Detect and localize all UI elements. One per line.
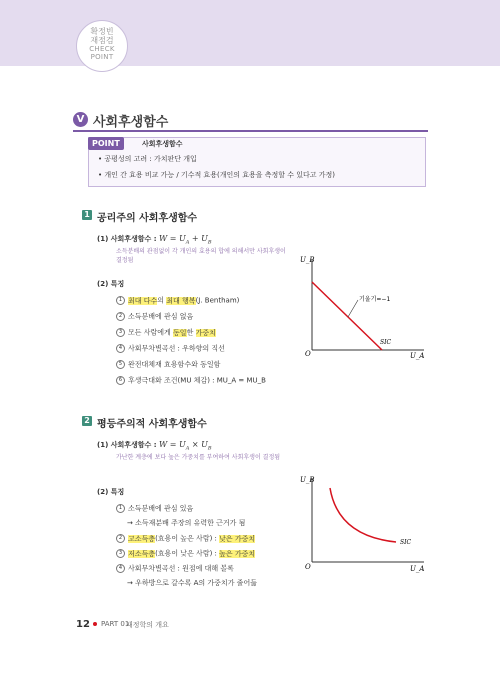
- s1-item-4: 4 사회무차별곡선 : 우하향의 직선: [116, 344, 225, 354]
- s2-features-label: (2) 특징: [97, 488, 125, 496]
- s2-item-3: 3 저소득층(효용이 낮은 사람) : 높은 가중치: [116, 549, 255, 559]
- s2-item-4: 4 사회무차별곡선 : 원점에 대해 볼록: [116, 564, 234, 574]
- s1-graph-origin: O: [305, 350, 311, 358]
- s1-item-2: 2 소득분배에 관심 없음: [116, 312, 193, 322]
- badge-line2: CHECK POINT: [89, 45, 115, 61]
- s2-item-1-sub: → 소득재분배 주장의 유력한 근거가 됨: [127, 519, 246, 527]
- footer-dot: [93, 622, 97, 626]
- s1-item-6: 6 후생극대화 조건(MU 체감) : MU_A = MU_B: [116, 376, 266, 386]
- footer-chapter: 재정학의 개요: [126, 621, 169, 629]
- subsection-1-number: 1: [82, 210, 92, 220]
- point-bullet-1: • 공평성의 고려 : 가치판단 개입: [98, 155, 197, 163]
- point-tag: POINT: [88, 137, 124, 150]
- s1-note: 소득분배의 관점없이 각 개인의 효용의 합에 의해서만 사회후생이 결정됨: [116, 248, 286, 264]
- section-title: 사회후생함수: [93, 115, 169, 130]
- subsection-2-number: 2: [82, 416, 92, 426]
- s1-graph-curve-label: SIC: [380, 339, 392, 346]
- s2-graph-curve: [330, 488, 396, 542]
- s2-graph-xlabel: U_A: [410, 565, 425, 573]
- page-number: 12: [76, 619, 90, 630]
- s1-graph-slope-label: 기울기=−1: [359, 296, 391, 303]
- s2-item-1: 1 소득분배에 관심 있음: [116, 504, 193, 514]
- point-bullet-2: • 개인 간 효용 비교 가능 / 기수적 효용(개인의 효용을 측정할 수 있다고 가정): [98, 171, 335, 179]
- s2-graph: [300, 470, 430, 575]
- header-banner: [0, 0, 500, 66]
- section-rule: [73, 130, 428, 132]
- s1-item-3: 3 모든 사람에게 동일한 가중치: [116, 328, 216, 338]
- s1-graph: [300, 252, 430, 362]
- point-title: 사회후생함수: [142, 140, 183, 148]
- s2-graph-ylabel: U_B: [300, 476, 315, 484]
- subsection-2-title: 평등주의적 사회후생함수: [97, 419, 207, 430]
- s1-item-1: 1 최대 다수의 최대 행복(J. Bentham): [116, 296, 239, 306]
- s2-item-2: 2 고소득층(효용이 높은 사람) : 낮은 가중치: [116, 534, 255, 544]
- subsection-1-title: 공리주의 사회후생함수: [97, 213, 198, 224]
- badge-line1: 확정빈 재점검: [90, 27, 114, 45]
- s1-features-label: (2) 특징: [97, 280, 125, 288]
- s1-graph-ylabel: U_B: [300, 256, 315, 264]
- s2-graph-origin: O: [305, 563, 311, 571]
- footer-part: PART 01: [101, 620, 130, 628]
- s1-item-5: 5 완전대체재 효용함수와 동일함: [116, 360, 220, 370]
- s1-graph-leader: [348, 300, 358, 317]
- s2-item-4-sub: → 우하방으로 갈수록 A의 가중치가 줄어듦: [127, 579, 257, 587]
- s2-note: 가난한 계층에 보다 높은 가중치를 부여하여 사회후생이 결정됨: [116, 454, 281, 461]
- section-roman-badge: V: [73, 112, 88, 127]
- s1-graph-xlabel: U_A: [410, 352, 425, 360]
- s2-graph-curve-label: SIC: [400, 539, 412, 546]
- s1-func-label: (1) 사회후생함수 : $W = U_A + U_B$: [97, 234, 212, 246]
- s2-func-label: (1) 사회후생함수 : $W = U_A \times U_B$: [97, 440, 212, 452]
- s1-graph-line: [312, 282, 382, 350]
- checkpoint-badge: [76, 20, 128, 72]
